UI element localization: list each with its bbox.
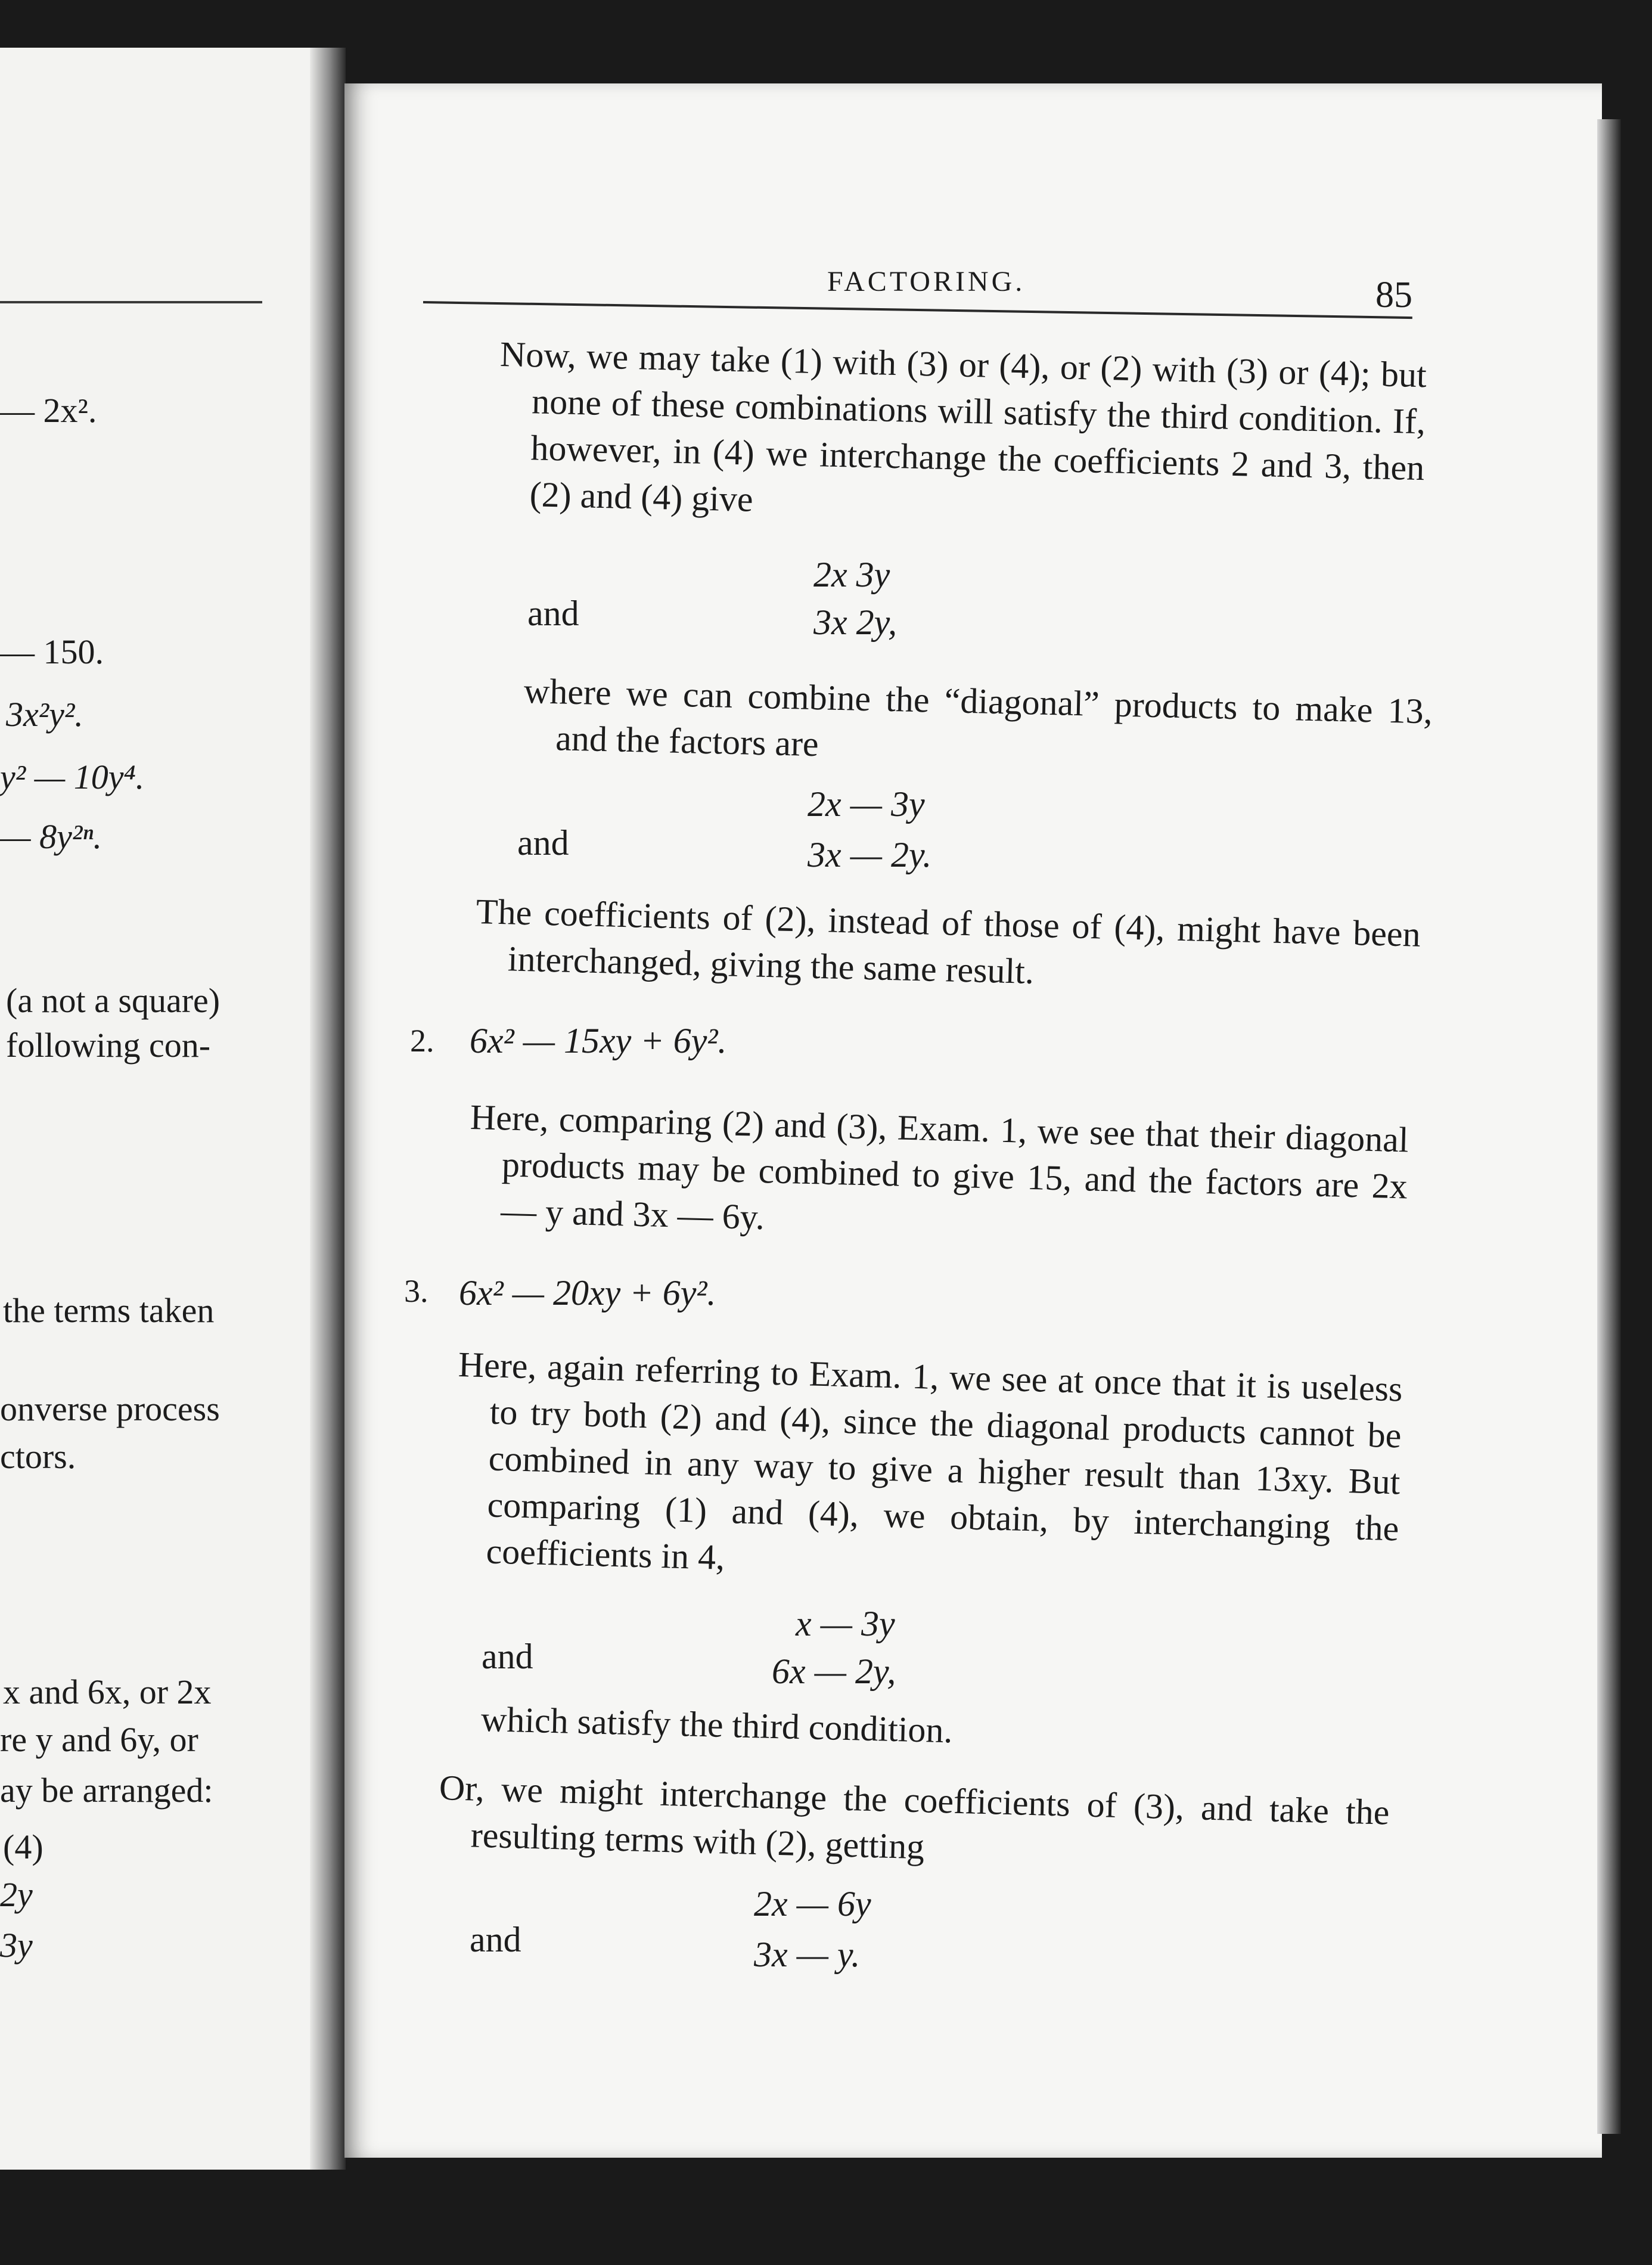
left-fragment: the terms taken <box>3 1291 215 1330</box>
left-fragment: 2y <box>0 1875 33 1914</box>
display-expression: x — 3y <box>796 1604 895 1643</box>
display-and: and <box>527 594 579 633</box>
left-fragment: (a not a square) <box>6 981 221 1020</box>
display-expression: 3x — 2y. <box>808 835 932 874</box>
example-number: 2. <box>410 1023 434 1059</box>
left-fragment: onverse process <box>0 1389 220 1428</box>
example-number: 3. <box>404 1273 428 1309</box>
left-fragment: re y and 6y, or <box>0 1720 198 1759</box>
display-and: and <box>470 1920 521 1959</box>
paragraph: which satisfy the third condition. <box>480 1699 954 1751</box>
example-expression: 6x² — 15xy + 6y². <box>470 1021 727 1060</box>
display-expression: 6x — 2y, <box>772 1652 896 1691</box>
left-fragment: — 150. <box>0 632 104 671</box>
paragraph: where we can combine the “diagonal” products to make 13, and the factors are <box>523 671 1433 764</box>
page-number: 85 <box>1375 275 1412 315</box>
running-header-title: FACTORING. <box>827 266 1026 297</box>
display-expression: 2x — 3y <box>808 784 925 824</box>
left-fragment: — 8y²ⁿ. <box>0 817 102 856</box>
left-fragment: 3y <box>0 1926 33 1965</box>
display-and: and <box>482 1637 533 1676</box>
left-page <box>0 48 325 2170</box>
left-header-rule <box>0 301 262 303</box>
left-fragment: following con- <box>6 1026 211 1065</box>
left-fragment: — 2x². <box>0 391 97 430</box>
left-fragment: x and 6x, or 2x <box>3 1673 212 1711</box>
left-fragment: ctors. <box>0 1437 76 1476</box>
left-fragment: y² — 10y⁴. <box>0 758 145 796</box>
display-expression: 3x 2y, <box>813 603 897 642</box>
paragraph: Or, we might interchange the coefficients of (3), and take the resulting terms with (2), getting <box>439 1767 1390 1867</box>
book-spine-shadow <box>310 48 346 2170</box>
display-expression: 2x 3y <box>813 555 890 594</box>
paragraph: Here, comparing (2) and (3), Exam. 1, we see that their diagonal products may be combined to give 15, and the factors are 2x — y and 3x — 6y. <box>470 1097 1409 1237</box>
left-fragment: ay be arranged: <box>0 1771 213 1810</box>
paragraph: The coefficients of (2), instead of those of (4), might have been interchanged, giving the same result. <box>476 891 1421 991</box>
display-and: and <box>517 823 569 862</box>
left-fragment: (4) <box>3 1827 44 1866</box>
page-edge-shadow <box>1597 119 1621 2134</box>
display-expression: 3x — y. <box>754 1935 861 1974</box>
display-expression: 2x — 6y <box>754 1884 871 1923</box>
left-fragment: 3x²y². <box>6 695 83 734</box>
example-expression: 6x² — 20xy + 6y². <box>459 1273 716 1313</box>
paragraph: Here, again referring to Exam. 1, we see at once that it is useless to try both (2) and (4), since the diagonal products cannot be combined in any way to give a higher result than 13xy. But comparing (1) and (4), we obtain, by interchanging the coefficients in 4, <box>458 1344 1403 1577</box>
paragraph: Now, we may take (1) with (3) or (4), or (2) with (3) or (4); but none of these combinations will satisfy the third condition. If, however, in (4) we interchange the coefficients 2 and 3, then (2) and (4) give <box>499 334 1427 519</box>
